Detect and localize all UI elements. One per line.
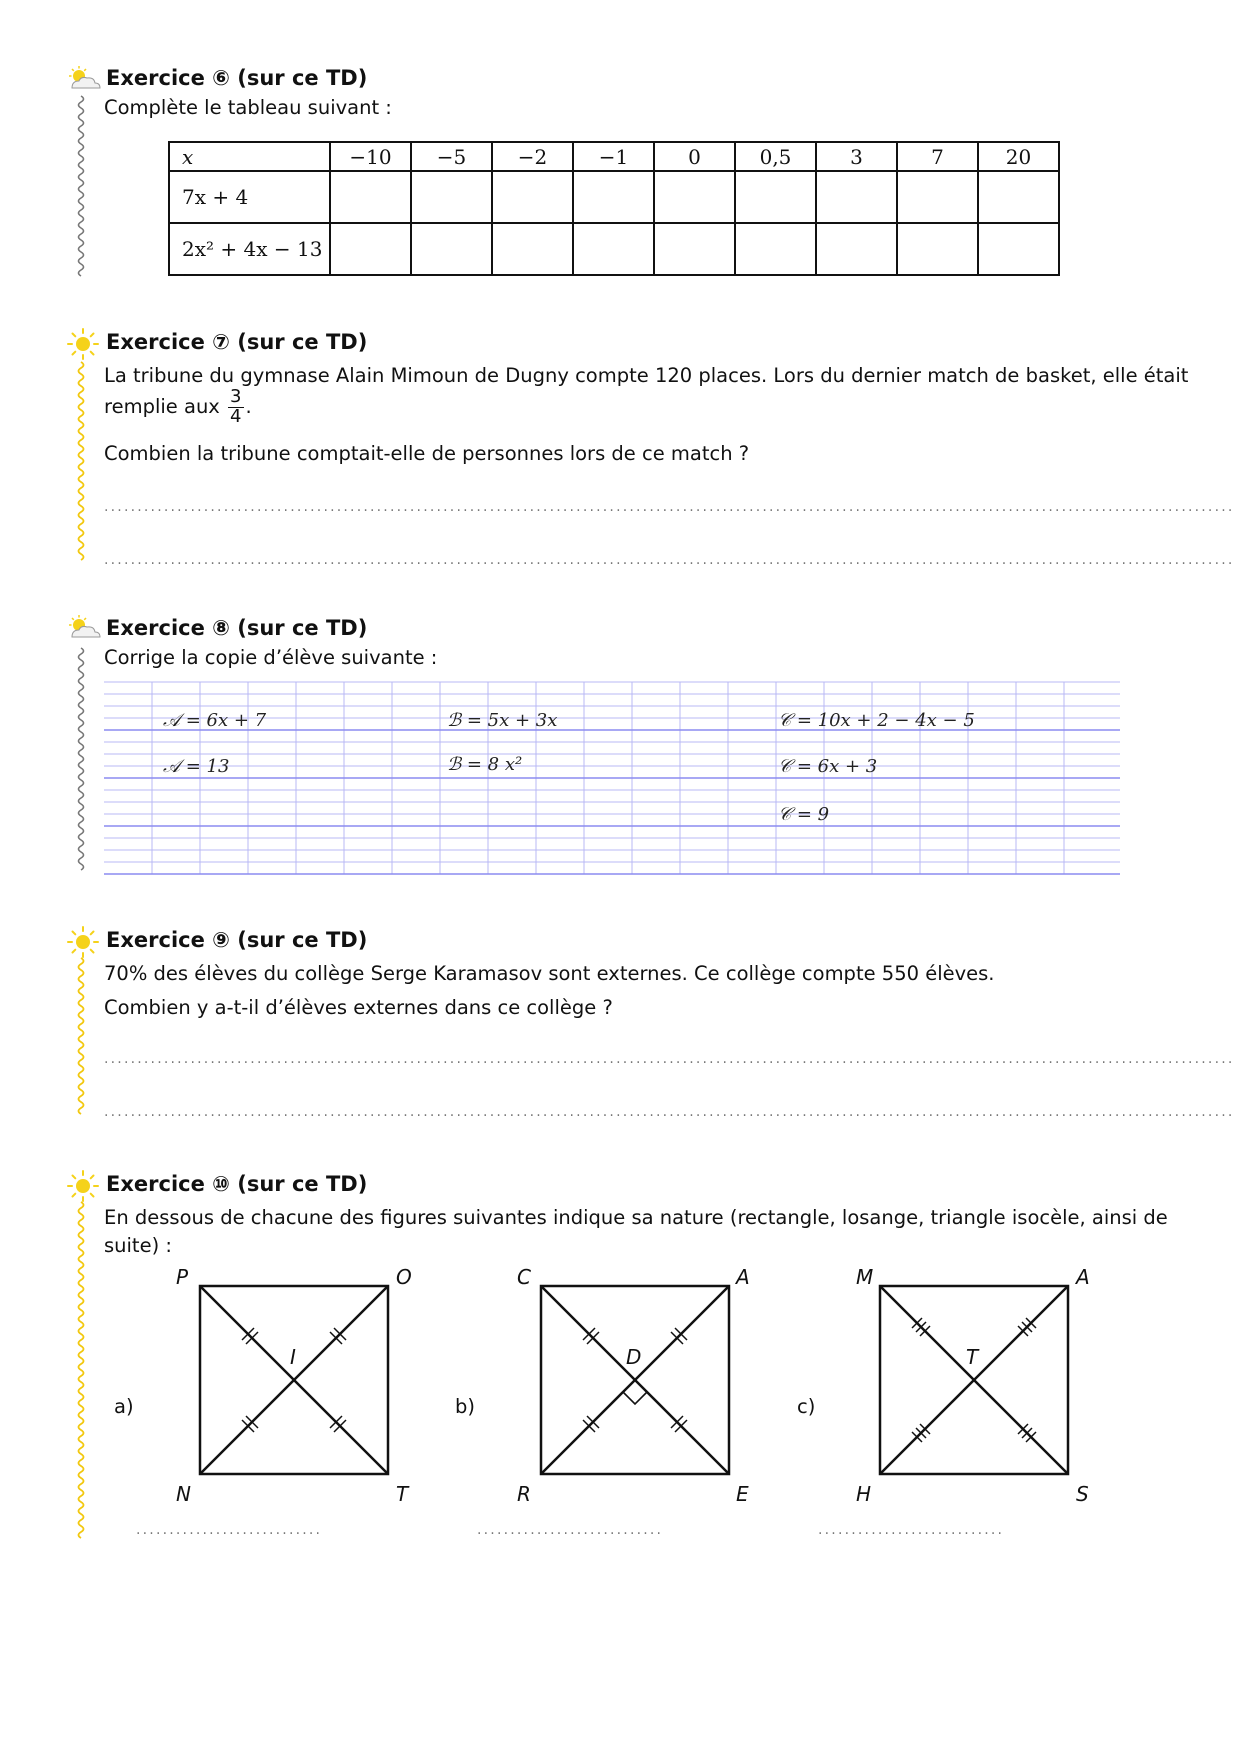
center-label: I [290,1345,296,1369]
table-row [169,171,1059,223]
student-line-c3: 𝒞 = 9 [778,804,830,825]
table-cell[interactable] [573,223,654,275]
table-cell[interactable] [978,171,1059,223]
table-row-label: 7x + 4 [169,171,330,223]
exercise-7-statement: La tribune du gymnase Alain Mimoun de Dugny compte 120 places. Lors du dernier match de basket, elle était [104,364,1189,387]
margin-wave-gray [74,96,88,278]
student-line-b2: ℬ = 8 x² [447,754,523,775]
vertex-label: O [396,1265,412,1289]
fraction: $\frac{3}{4}$ [230,386,242,427]
table-cell[interactable] [411,223,492,275]
table-row-label: 2x² + 4x − 13 [169,223,330,275]
vertex-label: H [856,1482,872,1506]
vertex-label: R [517,1482,531,1506]
table-cell[interactable] [492,223,573,275]
student-line-b1: ℬ = 5x + 3x [447,710,558,731]
table-cell[interactable] [330,223,411,275]
table-cell[interactable] [816,171,897,223]
vertex-label: C [517,1265,531,1289]
vertex-label: A [1076,1265,1090,1289]
vertex-label: T [396,1482,409,1506]
table-cell[interactable] [978,223,1059,275]
center-label: D [626,1345,642,1369]
table-header-value: 20 [978,142,1059,171]
margin-wave-gray [74,648,88,872]
table-cell[interactable] [573,171,654,223]
vertex-label: S [1076,1482,1089,1506]
figure-a-square [198,1284,390,1476]
exercise-8-prompt: Corrige la copie d’élève suivante : [104,646,438,669]
sun-icon [66,925,100,959]
cloud-sun-icon [66,66,102,94]
exercise-7-title: Exercice ⑦ (sur ce TD) [106,330,368,354]
table-cell[interactable] [897,223,978,275]
answer-line[interactable]: ............................ [477,1522,664,1538]
exercise-7-text-end: . [245,394,252,418]
figure-c-label: c) [797,1395,816,1418]
sun-icon [66,327,100,361]
exercise-10-statement-line2: suite) : [104,1234,172,1257]
answer-line[interactable]: ............................ [136,1522,323,1538]
table-header-value: 7 [897,142,978,171]
exercise-7-statement-line2 [104,388,252,427]
table-header-value: −5 [411,142,492,171]
answer-line[interactable]: .......................................................................................................................................................................... [104,552,1235,568]
table-cell[interactable] [411,171,492,223]
table-cell[interactable] [735,223,816,275]
answer-line[interactable]: .......................................................................................................................................................................... [104,1051,1235,1067]
margin-wave-yellow [74,958,88,1120]
student-line-c1: 𝒞 = 10x + 2 − 4x − 5 [778,710,975,731]
margin-wave-yellow [74,1202,88,1542]
vertex-label: M [856,1265,874,1289]
exercise-7-question: Combien la tribune comptait-elle de personnes lors de ce match ? [104,442,750,465]
table-cell[interactable] [816,223,897,275]
figure-a-label: a) [114,1395,134,1418]
table-header-x: x [169,142,330,171]
answer-line[interactable]: .......................................................................................................................................................................... [104,499,1235,515]
exercise-6-prompt: Complète le tableau suivant : [104,96,392,119]
table-cell[interactable] [654,171,735,223]
exercise-8-title: Exercice ⑧ (sur ce TD) [106,616,368,640]
student-line-a1: 𝒜 = 6x + 7 [163,710,267,731]
exercise-7-text: remplie aux [104,394,220,418]
vertex-label: E [736,1482,749,1506]
table-header-value: −10 [330,142,411,171]
table-cell[interactable] [735,171,816,223]
table-cell[interactable] [492,171,573,223]
center-label: T [966,1345,979,1369]
exercise-6-title: Exercice ⑥ (sur ce TD) [106,66,368,90]
exercise-9-question: Combien y a-t-il d’élèves externes dans ce collège ? [104,996,613,1019]
table-cell[interactable] [897,171,978,223]
exercise-10-title: Exercice ⑩ (sur ce TD) [106,1172,368,1196]
table-cell[interactable] [654,223,735,275]
answer-line[interactable]: ............................ [818,1522,1005,1538]
table-header-value: 3 [816,142,897,171]
figure-b-label: b) [455,1395,475,1418]
vertex-label: P [176,1265,189,1289]
figure-c-square [878,1284,1070,1476]
margin-wave-yellow [74,362,88,566]
values-table [168,141,1060,276]
exercise-10-statement: En dessous de chacune des figures suivantes indique sa nature (rectangle, losange, triangle isocèle, ainsi de [104,1206,1168,1229]
table-header-value: −1 [573,142,654,171]
student-line-a2: 𝒜 = 13 [163,756,230,777]
table-header-row [169,142,1059,171]
table-header-value: 0 [654,142,735,171]
exercise-9-statement: 70% des élèves du collège Serge Karamasov sont externes. Ce collège compte 550 élèves. [104,962,995,985]
table-cell[interactable] [330,171,411,223]
student-line-c2: 𝒞 = 6x + 3 [778,756,878,777]
vertex-label: N [176,1482,191,1506]
table-row [169,223,1059,275]
table-header-value: −2 [492,142,573,171]
figure-b-square [539,1284,731,1476]
sun-icon [66,1169,100,1203]
cloud-sun-icon [66,615,102,643]
answer-line[interactable]: .......................................................................................................................................................................... [104,1104,1235,1120]
table-header-value: 0,5 [735,142,816,171]
exercise-9-title: Exercice ⑨ (sur ce TD) [106,928,368,952]
vertex-label: A [736,1265,750,1289]
